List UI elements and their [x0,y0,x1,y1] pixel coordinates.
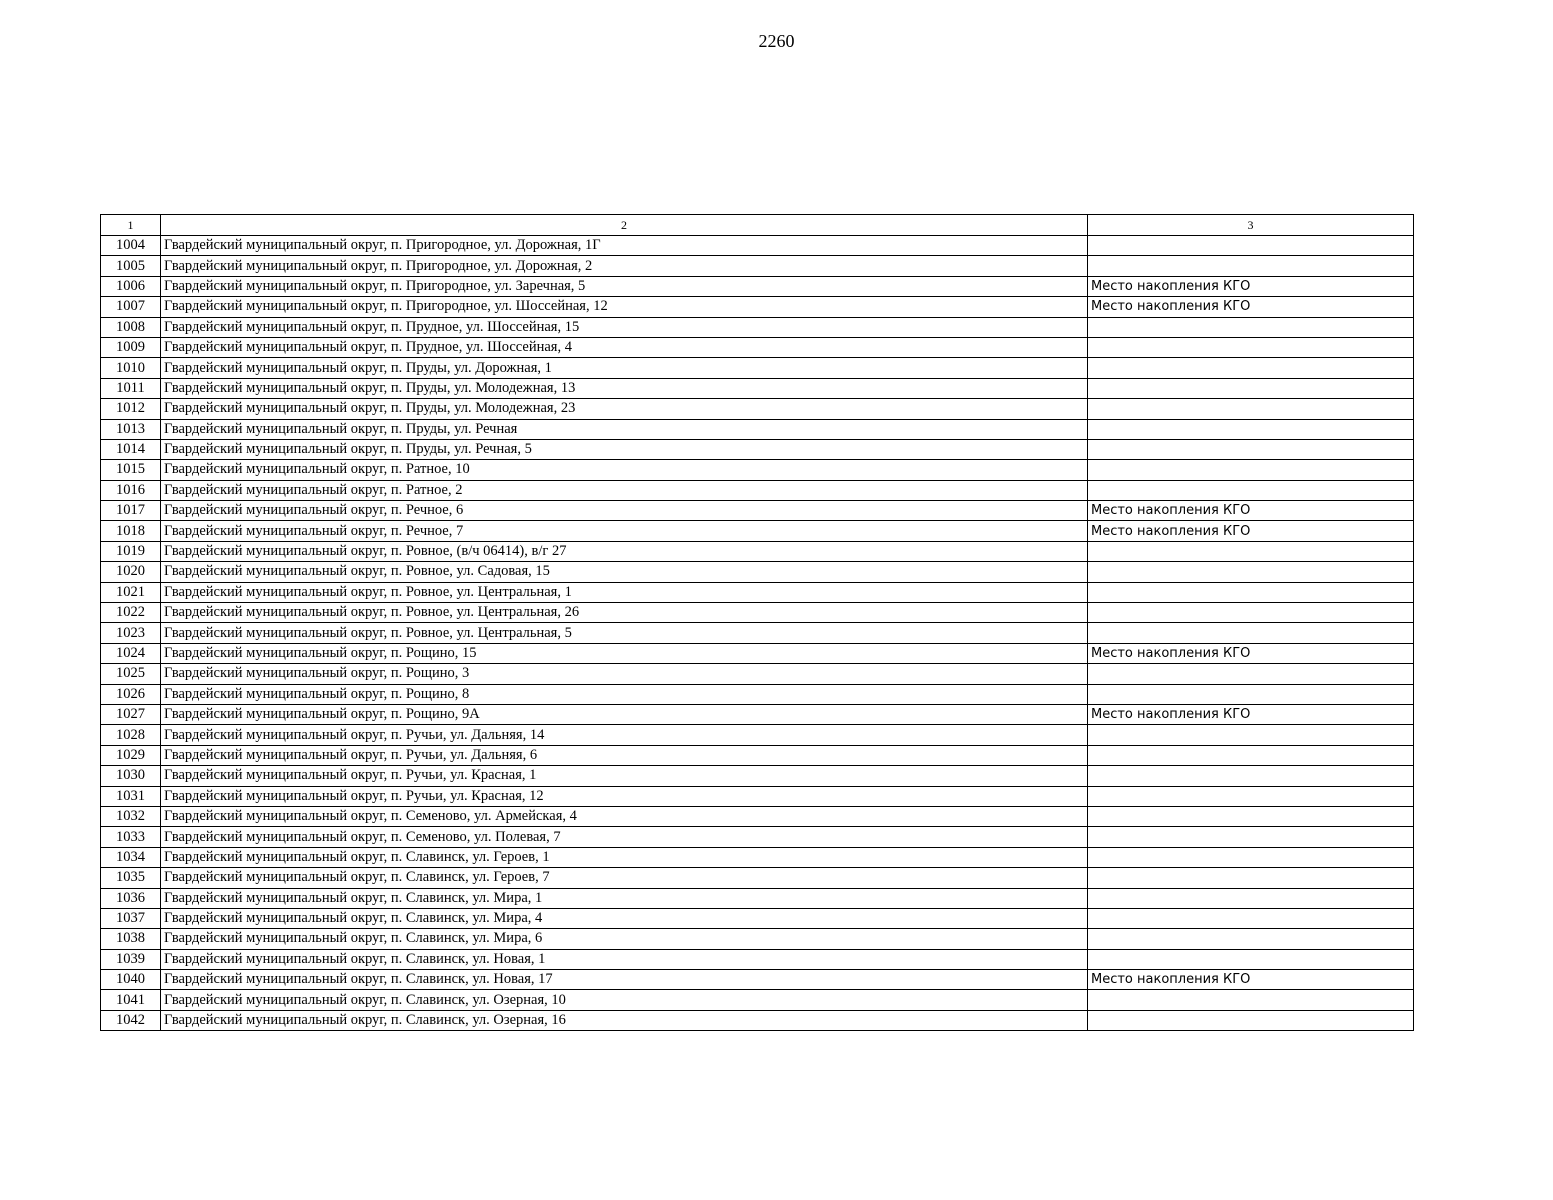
row-note-cell [1088,541,1414,561]
row-address-cell: Гвардейский муниципальный округ, п. Славинск, ул. Героев, 1 [161,847,1088,867]
address-table [100,214,1414,1031]
row-address-cell: Гвардейский муниципальный округ, п. Прудное, ул. Шоссейная, 15 [161,317,1088,337]
row-note-cell [1088,358,1414,378]
row-address-cell: Гвардейский муниципальный округ, п. Ручьи, ул. Дальняя, 14 [161,725,1088,745]
row-number-cell: 1012 [101,399,161,419]
row-address-cell: Гвардейский муниципальный округ, п. Пруды, ул. Молодежная, 23 [161,399,1088,419]
row-number-cell: 1027 [101,704,161,724]
row-address-cell: Гвардейский муниципальный округ, п. Ручьи, ул. Красная, 1 [161,766,1088,786]
row-note-cell [1088,439,1414,459]
row-address-cell: Гвардейский муниципальный округ, п. Славинск, ул. Новая, 17 [161,970,1088,990]
table-row [101,603,1414,623]
table-row [101,521,1414,541]
row-note-cell: Место накопления КГО [1088,643,1414,663]
page-number: 2260 [758,31,795,51]
row-note-cell [1088,868,1414,888]
row-note-cell: Место накопления КГО [1088,970,1414,990]
table-row [101,643,1414,663]
table-row [101,501,1414,521]
row-note-cell [1088,399,1414,419]
row-address-cell: Гвардейский муниципальный округ, п. Рощино, 9А [161,704,1088,724]
table-row [101,399,1414,419]
row-note-cell [1088,949,1414,969]
row-number-cell: 1038 [101,929,161,949]
row-number-cell: 1017 [101,501,161,521]
row-address-cell: Гвардейский муниципальный округ, п. Славинск, ул. Мира, 4 [161,908,1088,928]
row-note-cell: Место накопления КГО [1088,501,1414,521]
row-note-cell [1088,1010,1414,1030]
table-row [101,888,1414,908]
row-address-cell: Гвардейский муниципальный округ, п. Ровное, ул. Центральная, 1 [161,582,1088,602]
row-number-cell: 1018 [101,521,161,541]
table-row [101,297,1414,317]
row-note-cell [1088,786,1414,806]
row-note-cell [1088,419,1414,439]
row-note-cell [1088,684,1414,704]
row-number-cell: 1024 [101,643,161,663]
row-number-cell: 1030 [101,766,161,786]
row-number-cell: 1021 [101,582,161,602]
row-number-cell: 1015 [101,460,161,480]
row-number-cell: 1010 [101,358,161,378]
table-row [101,582,1414,602]
row-number-cell: 1006 [101,276,161,296]
row-note-cell [1088,337,1414,357]
row-address-cell: Гвардейский муниципальный округ, п. Пригородное, ул. Дорожная, 1Г [161,236,1088,256]
row-note-cell [1088,745,1414,765]
row-address-cell: Гвардейский муниципальный округ, п. Ратное, 10 [161,460,1088,480]
row-note-cell [1088,664,1414,684]
table-row [101,480,1414,500]
row-note-cell [1088,929,1414,949]
row-address-cell: Гвардейский муниципальный округ, п. Рощино, 15 [161,643,1088,663]
row-number-cell: 1011 [101,378,161,398]
row-number-cell: 1031 [101,786,161,806]
row-note-cell [1088,562,1414,582]
row-note-cell [1088,582,1414,602]
table-row [101,358,1414,378]
row-number-cell: 1041 [101,990,161,1010]
row-number-cell: 1039 [101,949,161,969]
row-address-cell: Гвардейский муниципальный округ, п. Пруды, ул. Речная [161,419,1088,439]
row-number-cell: 1032 [101,806,161,826]
table-row [101,806,1414,826]
row-number-cell: 1028 [101,725,161,745]
row-address-cell: Гвардейский муниципальный округ, п. Семеново, ул. Полевая, 7 [161,827,1088,847]
row-note-cell [1088,623,1414,643]
row-address-cell: Гвардейский муниципальный округ, п. Славинск, ул. Мира, 1 [161,888,1088,908]
row-address-cell: Гвардейский муниципальный округ, п. Пригородное, ул. Заречная, 5 [161,276,1088,296]
table-row [101,378,1414,398]
table-row [101,317,1414,337]
row-number-cell: 1005 [101,256,161,276]
table-row [101,337,1414,357]
row-address-cell: Гвардейский муниципальный округ, п. Ручьи, ул. Дальняя, 6 [161,745,1088,765]
row-address-cell: Гвардейский муниципальный округ, п. Пруды, ул. Речная, 5 [161,439,1088,459]
table-row [101,847,1414,867]
row-address-cell: Гвардейский муниципальный округ, п. Речное, 6 [161,501,1088,521]
row-number-cell: 1020 [101,562,161,582]
row-address-cell: Гвардейский муниципальный округ, п. Ровное, ул. Садовая, 15 [161,562,1088,582]
row-address-cell: Гвардейский муниципальный округ, п. Пруды, ул. Молодежная, 13 [161,378,1088,398]
row-note-cell [1088,806,1414,826]
row-number-cell: 1008 [101,317,161,337]
column-header-note: 3 [1088,215,1414,236]
row-address-cell: Гвардейский муниципальный округ, п. Ратное, 2 [161,480,1088,500]
row-address-cell: Гвардейский муниципальный округ, п. Славинск, ул. Озерная, 16 [161,1010,1088,1030]
table-row [101,276,1414,296]
row-number-cell: 1036 [101,888,161,908]
table-row [101,562,1414,582]
row-note-cell [1088,827,1414,847]
row-note-cell: Место накопления КГО [1088,297,1414,317]
row-number-cell: 1023 [101,623,161,643]
row-number-cell: 1037 [101,908,161,928]
row-address-cell: Гвардейский муниципальный округ, п. Славинск, ул. Мира, 6 [161,929,1088,949]
table-row [101,256,1414,276]
column-header-address: 2 [161,215,1088,236]
row-number-cell: 1014 [101,439,161,459]
row-number-cell: 1034 [101,847,161,867]
row-note-cell [1088,317,1414,337]
table-row [101,766,1414,786]
table-row [101,236,1414,256]
row-note-cell [1088,378,1414,398]
table-row [101,949,1414,969]
row-number-cell: 1025 [101,664,161,684]
row-note-cell [1088,236,1414,256]
table-row [101,1010,1414,1030]
row-address-cell: Гвардейский муниципальный округ, п. Славинск, ул. Озерная, 10 [161,990,1088,1010]
table-row [101,623,1414,643]
row-address-cell: Гвардейский муниципальный округ, п. Пригородное, ул. Шоссейная, 12 [161,297,1088,317]
row-address-cell: Гвардейский муниципальный округ, п. Ручьи, ул. Красная, 12 [161,786,1088,806]
row-note-cell: Место накопления КГО [1088,521,1414,541]
row-number-cell: 1004 [101,236,161,256]
row-address-cell: Гвардейский муниципальный округ, п. Ровное, ул. Центральная, 26 [161,603,1088,623]
table-row [101,704,1414,724]
row-address-cell: Гвардейский муниципальный округ, п. Славинск, ул. Героев, 7 [161,868,1088,888]
row-number-cell: 1013 [101,419,161,439]
row-address-cell: Гвардейский муниципальный округ, п. Пригородное, ул. Дорожная, 2 [161,256,1088,276]
table-row [101,684,1414,704]
row-number-cell: 1016 [101,480,161,500]
row-address-cell: Гвардейский муниципальный округ, п. Славинск, ул. Новая, 1 [161,949,1088,969]
table-row [101,460,1414,480]
row-address-cell: Гвардейский муниципальный округ, п. Речное, 7 [161,521,1088,541]
row-note-cell [1088,847,1414,867]
row-number-cell: 1029 [101,745,161,765]
row-number-cell: 1019 [101,541,161,561]
table-row [101,990,1414,1010]
row-number-cell: 1026 [101,684,161,704]
row-note-cell [1088,603,1414,623]
table-row [101,929,1414,949]
row-address-cell: Гвардейский муниципальный округ, п. Прудное, ул. Шоссейная, 4 [161,337,1088,357]
row-number-cell: 1007 [101,297,161,317]
table-row [101,541,1414,561]
row-number-cell: 1009 [101,337,161,357]
table-row [101,439,1414,459]
row-number-cell: 1035 [101,868,161,888]
row-note-cell: Место накопления КГО [1088,704,1414,724]
table-row [101,745,1414,765]
table-row [101,725,1414,745]
row-note-cell [1088,990,1414,1010]
column-header-number: 1 [101,215,161,236]
row-address-cell: Гвардейский муниципальный округ, п. Пруды, ул. Дорожная, 1 [161,358,1088,378]
table-row [101,827,1414,847]
table-row [101,970,1414,990]
row-number-cell: 1040 [101,970,161,990]
row-number-cell: 1022 [101,603,161,623]
row-number-cell: 1042 [101,1010,161,1030]
row-note-cell [1088,460,1414,480]
row-number-cell: 1033 [101,827,161,847]
row-address-cell: Гвардейский муниципальный округ, п. Рощино, 3 [161,664,1088,684]
row-address-cell: Гвардейский муниципальный округ, п. Ровное, ул. Центральная, 5 [161,623,1088,643]
table-row [101,419,1414,439]
row-address-cell: Гвардейский муниципальный округ, п. Ровное, (в/ч 06414), в/г 27 [161,541,1088,561]
row-note-cell [1088,888,1414,908]
row-address-cell: Гвардейский муниципальный округ, п. Семеново, ул. Армейская, 4 [161,806,1088,826]
row-address-cell: Гвардейский муниципальный округ, п. Рощино, 8 [161,684,1088,704]
table-row [101,908,1414,928]
row-note-cell: Место накопления КГО [1088,276,1414,296]
row-note-cell [1088,725,1414,745]
row-note-cell [1088,256,1414,276]
table-row [101,868,1414,888]
table-row [101,786,1414,806]
table-row [101,664,1414,684]
table-header-row [101,215,1414,236]
row-note-cell [1088,480,1414,500]
row-note-cell [1088,908,1414,928]
row-note-cell [1088,766,1414,786]
